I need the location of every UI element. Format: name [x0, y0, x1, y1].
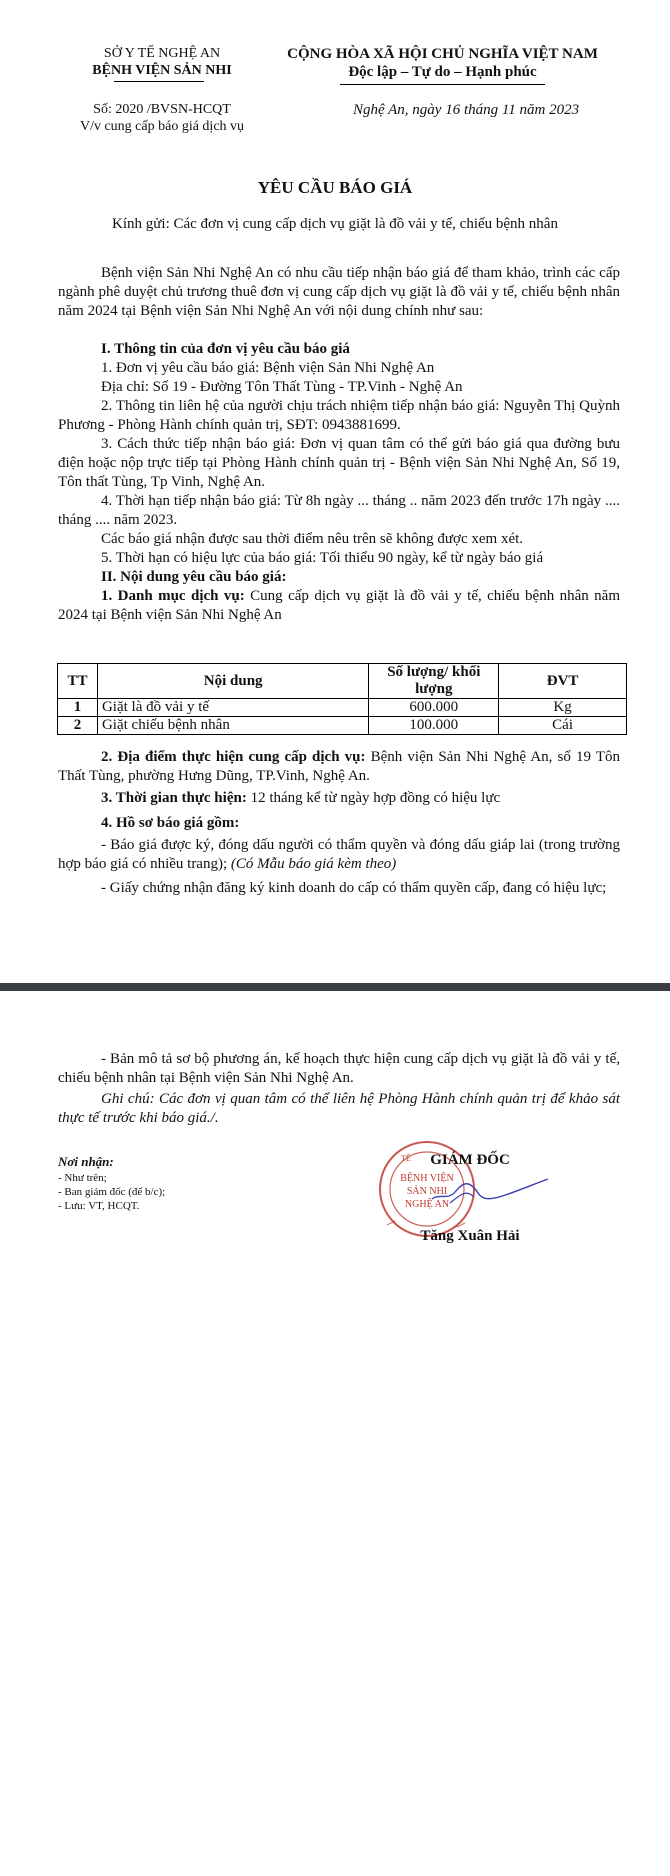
section-2-item-2	[58, 748, 620, 786]
seal-text-top: TẾ	[401, 1154, 411, 1163]
section-1-item-2: 2. Thông tin liên hệ của người chịu trách nhiệm tiếp nhận báo giá: Nguyễn Thị Quỳnh Phương - Phòng Hành chính quản trị, SĐT: 0943881699.	[58, 398, 620, 433]
hospital-name: BỆNH VIỆN SẢN NHI	[92, 63, 232, 78]
seal-line-1: BỆNH VIỆN	[400, 1173, 454, 1184]
section-1-address: Địa chỉ: Số 19 - Đường Tôn Thất Tùng - TP.Vinh - Nghệ An	[101, 379, 463, 395]
table-header-row	[58, 664, 627, 699]
signature-icon	[430, 1171, 550, 1211]
seal-line-2: SẢN NHI	[406, 1186, 448, 1197]
section-1-item-1: 1. Đơn vị yêu cầu báo giá: Bệnh viện Sản Nhi Nghệ An	[101, 360, 435, 376]
table-cell: Cái	[499, 717, 627, 735]
table-cell: 2	[58, 717, 98, 735]
quote-requirement-3: - Bản mô tả sơ bộ phương án, kế hoạch thực hiện cung cấp dịch vụ giặt là đồ vải y tế, chiếu bệnh nhân tại Bệnh viện Sản Nhi Nghệ An.	[58, 1051, 620, 1086]
table-cell: 100.000	[369, 717, 499, 735]
document-page-2	[0, 991, 670, 1876]
section-2-item-3	[58, 789, 620, 808]
table-cell: 1	[58, 699, 98, 717]
recipients-title: Nơi nhận:	[58, 1154, 114, 1169]
header-right-rule	[340, 84, 545, 85]
document-title: YÊU CẦU BÁO GIÁ	[257, 178, 413, 197]
national-motto: Độc lập – Tự do – Hạnh phúc	[348, 64, 537, 80]
section-2-item-2-label: 2. Địa điểm thực hiện cung cấp dịch vụ:	[101, 749, 366, 765]
table-cell: Giặt là đồ vải y tế	[97, 699, 368, 717]
closing-note: Ghi chú: Các đơn vị quan tâm có thể liên hệ Phòng Hành chính quản trị để khảo sát thực tế trước khi báo giá./.	[58, 1091, 620, 1126]
section-1-item-4: 4. Thời hạn tiếp nhận báo giá: Từ 8h ngày ... tháng .. năm 2023 đến trước 17h ngày .... tháng .... năm 2023.	[58, 493, 620, 528]
section-2-item-3-text: 12 tháng kể từ ngày hợp đồng có hiệu lực	[246, 790, 501, 806]
quote-requirement-1	[58, 836, 620, 874]
addressee: Kính gửi: Các đơn vị cung cấp dịch vụ giặt là đồ vải y tế, chiếu bệnh nhân	[112, 216, 558, 232]
section-2-item-4: 4. Hồ sơ báo giá gồm:	[101, 815, 240, 831]
section-2-item-2-text: Bệnh viện Sản Nhi Nghệ An, số 19 Tôn Thất Tùng, phường Hưng Dũng, TP.Vinh, Nghệ An.	[58, 749, 620, 784]
section-2-heading: II. Nội dung yêu cầu báo giá:	[101, 569, 287, 585]
seal-line-3: NGHỆ AN	[404, 1199, 450, 1210]
table-header-cell: Số lượng/ khối lượng	[369, 664, 499, 699]
table-cell: Giặt chiếu bệnh nhân	[97, 717, 368, 735]
page-separator	[0, 983, 670, 991]
section-2-item-1	[58, 587, 620, 625]
section-1-item-3: 3. Cách thức tiếp nhận báo giá: Đơn vị quan tâm có thể gửi báo giá qua đường bưu điện hoặc nộp trực tiếp tại Phòng Hành chính quản trị - Bệnh viện Sản Nhi Nghệ An, Số 19, Tôn thất Tùng, Tp Vinh, Nghệ An.	[58, 436, 620, 490]
document-date: Nghệ An, ngày 16 tháng 11 năm 2023	[353, 102, 580, 118]
intro-paragraph: Bệnh viện Sản Nhi Nghệ An có nhu cầu tiếp nhận báo giá để tham khảo, trình các cấp ngành phê duyệt chủ trương thuê đơn vị cung cấp dịch vụ giặt là đồ vải y tế, chiếu bệnh nhân năm 2024 tại Bệnh viện Sản Nhi Nghệ An với nội dung chính như sau:	[58, 265, 620, 319]
section-1-item-5: 5. Thời hạn có hiệu lực của báo giá: Tối thiểu 90 ngày, kể từ ngày báo giá	[101, 550, 544, 566]
section-1-heading: I. Thông tin của đơn vị yêu cầu báo giá	[101, 341, 350, 357]
section-2-item-1-label: 1. Danh mục dịch vụ:	[101, 588, 245, 604]
section-1-late-notice: Các báo giá nhận được sau thời điểm nêu trên sẽ không được xem xét.	[101, 531, 524, 547]
recipient-item: - Lưu: VT, HCQT.	[58, 1200, 140, 1212]
recipient-item: - Ban giám đốc (để b/c);	[58, 1186, 166, 1198]
table-header-cell: TT	[58, 664, 98, 699]
service-table	[57, 663, 627, 735]
table-row	[58, 699, 627, 717]
signer-name: Tăng Xuân Hải	[420, 1228, 520, 1244]
table-header-cell: ĐVT	[499, 664, 627, 699]
header-left-rule	[114, 81, 204, 82]
quote-requirement-2: - Giấy chứng nhận đăng ký kinh doanh do cấp có thẩm quyền cấp, đang có hiệu lực;	[101, 880, 607, 896]
quote-template-note: (Có Mẫu báo giá kèm theo)	[230, 856, 397, 872]
document-subject: V/v cung cấp báo giá dịch vụ	[79, 119, 245, 134]
document-number: Số: 2020 /BVSN-HCQT	[93, 102, 231, 117]
table-cell: Kg	[499, 699, 627, 717]
table-header-cell: Nội dung	[97, 664, 368, 699]
section-2-item-3-label: 3. Thời gian thực hiện:	[101, 790, 247, 806]
table-cell: 600.000	[369, 699, 499, 717]
recipient-item: - Như trên;	[58, 1172, 107, 1184]
table-row	[58, 717, 627, 735]
section-2-item-1-text: Cung cấp dịch vụ giặt là đồ vải y tế, chiếu bệnh nhân năm 2024 tại Bệnh viện Sản Nhi Nghệ An	[58, 588, 621, 623]
agency-name: SỞ Y TẾ NGHỆ AN	[103, 46, 221, 61]
country-name: CỘNG HÒA XÃ HỘI CHỦ NGHĨA VIỆT NAM	[287, 46, 598, 62]
quote-requirement-1-text: - Báo giá được ký, đóng dấu người có thẩm quyền và đóng dấu giáp lai (trong trường hợp báo giá có nhiều trang);	[58, 837, 620, 872]
signer-role: GIÁM ĐỐC	[430, 1152, 510, 1168]
